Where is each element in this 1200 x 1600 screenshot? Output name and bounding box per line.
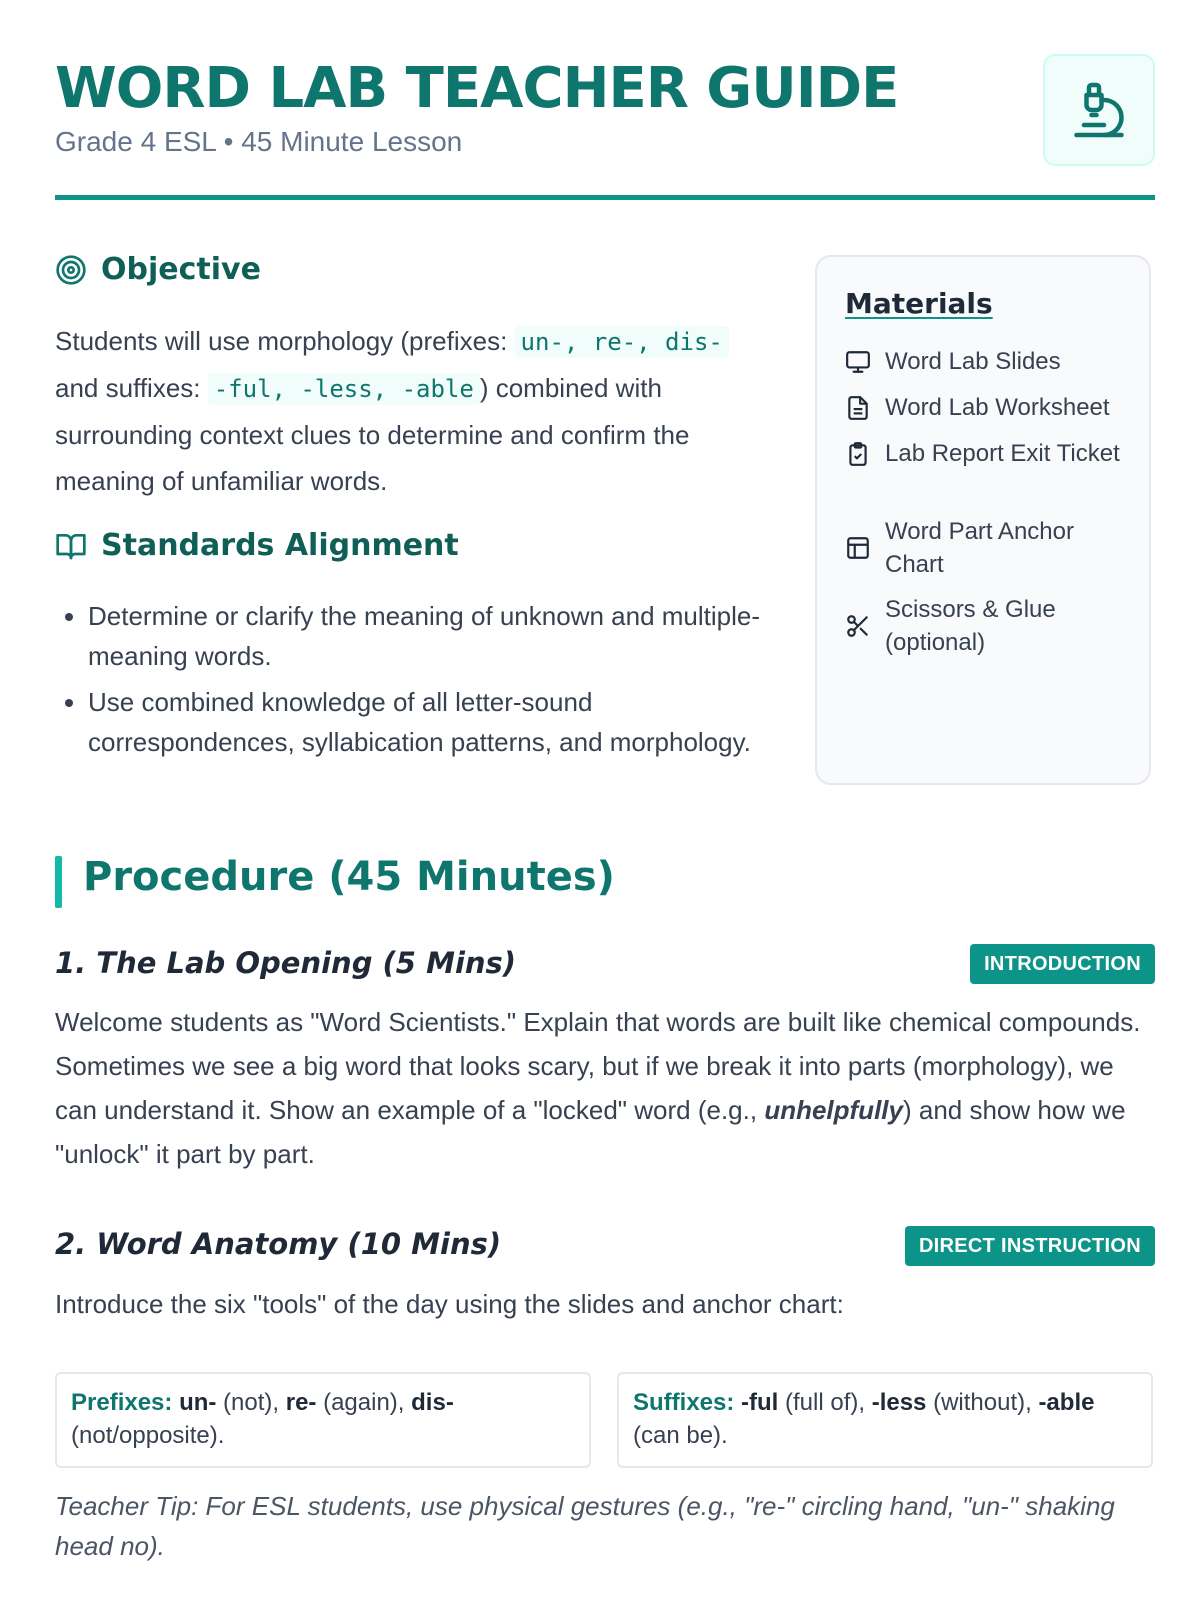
step-description: Introduce the six "tools" of the day using the slides and anchor chart:	[55, 1289, 844, 1319]
prefix-term: re-	[285, 1389, 317, 1416]
procedure-accent-bar	[55, 856, 62, 908]
materials-card	[815, 255, 1151, 785]
scissors-icon	[845, 613, 871, 639]
microscope-icon	[1069, 80, 1129, 140]
step-description	[55, 1000, 1145, 1176]
suffix-box	[617, 1372, 1153, 1468]
prefix-definition: (again),	[316, 1389, 412, 1416]
material-label: Lab Report Exit Ticket	[885, 440, 1120, 467]
step-text-part: Welcome students as "Word Scientists." Explain that words are built like chemical compounds. Sometimes we see a big word that looks scary, but if we break it into parts (morphology), we can understand it. Show an example of a "locked" word (e.g.,	[55, 1007, 1141, 1125]
suffix-code: -ful, -less, -able	[208, 373, 480, 405]
example-word: unhelpfully	[764, 1095, 903, 1125]
step-title: 2. Word Anatomy (10 Mins)	[55, 1227, 502, 1261]
step-badge: DIRECT INSTRUCTION	[905, 1226, 1155, 1266]
open-book-icon	[55, 530, 87, 562]
standards-heading	[55, 528, 459, 563]
step-title: 1. The Lab Opening (5 Mins)	[55, 946, 517, 980]
list-item: • Use combined knowledge of all letter-sound correspondences, syllabication patterns, and morphology.	[88, 682, 788, 762]
objective-text-part: ) combined with surrounding context clues to determine and confirm the meaning of unfamiliar words.	[55, 373, 690, 496]
standards-heading-label: Standards Alignment	[101, 528, 459, 563]
material-label: Word Lab Worksheet	[885, 394, 1110, 421]
objective-heading	[55, 252, 261, 287]
material-label: Scissors & Glue (optional)	[885, 596, 1056, 656]
step-badge: INTRODUCTION	[970, 944, 1155, 984]
suffix-definition: (can be).	[633, 1422, 728, 1449]
materials-heading: Materials	[845, 287, 993, 320]
material-label: Word Lab Slides	[885, 348, 1061, 375]
document-icon	[845, 395, 871, 421]
suffix-term: -able	[1038, 1389, 1095, 1416]
suffix-term: -ful	[741, 1389, 779, 1416]
header-divider	[55, 195, 1155, 200]
procedure-heading: Procedure (45 Minutes)	[83, 854, 615, 900]
prefix-term: dis-	[411, 1389, 454, 1416]
suffix-definition: (full of),	[778, 1389, 872, 1416]
objective-heading-label: Objective	[101, 252, 261, 287]
layout-icon	[845, 535, 871, 561]
list-item: • Determine or clarify the meaning of unknown and multiple-meaning words.	[88, 596, 788, 676]
material-item	[845, 515, 1135, 581]
prefix-definition: (not/opposite).	[71, 1422, 225, 1449]
prefix-box	[55, 1372, 591, 1468]
standards-list	[55, 596, 788, 768]
suffix-box-label: Suffixes:	[633, 1389, 735, 1416]
target-icon	[55, 254, 87, 286]
page-subtitle: Grade 4 ESL • 45 Minute Lesson	[55, 126, 463, 157]
material-item	[845, 593, 1135, 659]
suffix-term: -less	[871, 1389, 927, 1416]
objective-text-part: and suffixes:	[55, 373, 208, 403]
material-label: Word Part Anchor Chart	[885, 518, 1074, 578]
material-item	[845, 391, 1135, 424]
material-item	[845, 437, 1135, 470]
prefix-code: un-, re-, dis-	[515, 326, 729, 358]
page-title: WORD LAB TEACHER GUIDE	[55, 56, 899, 121]
prefix-definition: (not),	[216, 1389, 286, 1416]
step-text-part: ) and show how we "unlock" it part by part.	[55, 1095, 1126, 1169]
logo-badge	[1043, 54, 1155, 166]
monitor-icon	[845, 349, 871, 375]
material-item	[845, 345, 1135, 378]
page-header	[55, 50, 1155, 200]
prefix-term: un-	[179, 1389, 217, 1416]
objective-text	[55, 318, 775, 504]
prefix-box-label: Prefixes:	[71, 1389, 173, 1416]
suffix-definition: (without),	[926, 1389, 1039, 1416]
objective-text-part: Students will use morphology (prefixes:	[55, 326, 515, 356]
teacher-tip: Teacher Tip: For ESL students, use physical gestures (e.g., "re-" circling hand, "un-" shaking head no).	[55, 1491, 1115, 1561]
clipboard-check-icon	[845, 441, 871, 467]
